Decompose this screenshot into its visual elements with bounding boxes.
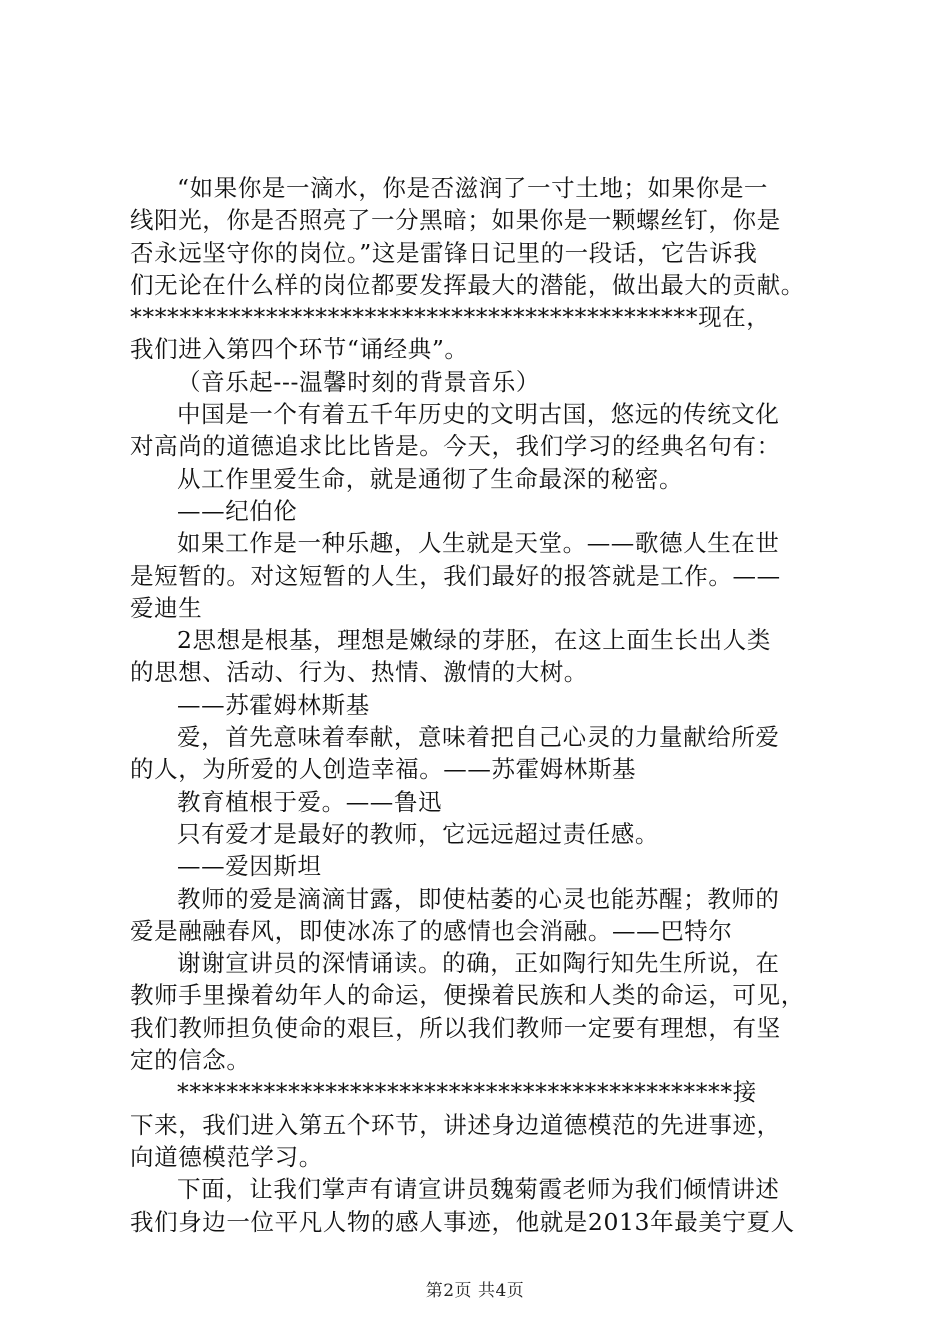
text-line: 我们教师担负使命的艰巨，所以我们教师一定要有理想，有坚 — [130, 1013, 781, 1042]
separator-line: *********************************************接 — [177, 1078, 757, 1107]
quote-line: 只有爱才是最好的教师，它远远超过责任感。 — [177, 819, 659, 848]
quote-author: 爱迪生 — [130, 593, 203, 622]
text-line: 对高尚的道德追求比比皆是。今天，我们学习的经典名句有： — [130, 432, 781, 461]
text-line: 们无论在什么样的岗位都要发挥最大的潜能，做出最大的贡献。 — [130, 270, 805, 299]
text-line: （音乐起---温馨时刻的背景音乐） — [177, 367, 541, 396]
quote-line: 爱是融融春风，即使冰冻了的感情也会消融。——巴特尔 — [130, 916, 733, 945]
quote-line: 2思想是根基，理想是嫩绿的芽胚，在这上面生长出人类 — [177, 626, 771, 655]
text-line: 中国是一个有着五千年历史的文明古国，悠远的传统文化 — [177, 400, 780, 429]
text-line: 线阳光，你是否照亮了一分黑暗；如果你是一颗螺丝钉，你是 — [130, 206, 781, 235]
quote-line: 的人，为所爱的人创造幸福。——苏霍姆林斯基 — [130, 755, 637, 784]
quote-line: 从工作里爱生命，就是通彻了生命最深的秘密。 — [177, 464, 684, 493]
text-line: 否永远坚守你的岗位。”这是雷锋日记里的一段话，它告诉我 — [130, 238, 758, 267]
quote-author: ——纪伯伦 — [177, 496, 298, 525]
separator-line: **********************************************现在， — [130, 303, 771, 332]
quote-line: 教育植根于爱。——鲁迅 — [177, 787, 443, 816]
quote-author: ——苏霍姆林斯基 — [177, 690, 370, 719]
quote-line: 教师的爱是滴滴甘露，即使枯萎的心灵也能苏醒；教师的 — [177, 884, 780, 913]
quote-line: 是短暂的。对这短暂的人生，我们最好的报答就是工作。—— — [130, 561, 781, 590]
quote-author: ——爱因斯坦 — [177, 852, 322, 881]
text-line: “如果你是一滴水，你是否滋润了一寸土地；如果你是一 — [177, 174, 769, 202]
text-line: 我们身边一位平凡人物的感人事迹，他就是2013年最美宁夏人 — [130, 1207, 795, 1236]
page-footer: 第2页 共4页 — [425, 1281, 525, 1301]
text-line: 谢谢宣讲员的深情诵读。的确，正如陶行知先生所说，在 — [177, 949, 780, 978]
quote-line: 的思想、活动、行为、热情、激情的大树。 — [130, 658, 588, 687]
document-body — [130, 172, 830, 1238]
text-line: 向道德模范学习。 — [130, 1142, 323, 1171]
text-line: 定的信念。 — [130, 1046, 251, 1075]
quote-line: 如果工作是一种乐趣，人生就是天堂。——歌德人生在世 — [177, 529, 780, 558]
text-line: 我们进入第四个环节“诵经典”。 — [130, 335, 469, 364]
text-line: 下面，让我们掌声有请宣讲员魏菊霞老师为我们倾情讲述 — [177, 1175, 780, 1204]
text-line: 教师手里操着幼年人的命运，便操着民族和人类的命运，可见， — [130, 981, 805, 1010]
quote-line: 爱，首先意味着奉献，意味着把自己心灵的力量献给所爱 — [177, 723, 780, 752]
text-line: 下来，我们进入第五个环节，讲述身边道德模范的先进事迹， — [130, 1110, 781, 1139]
